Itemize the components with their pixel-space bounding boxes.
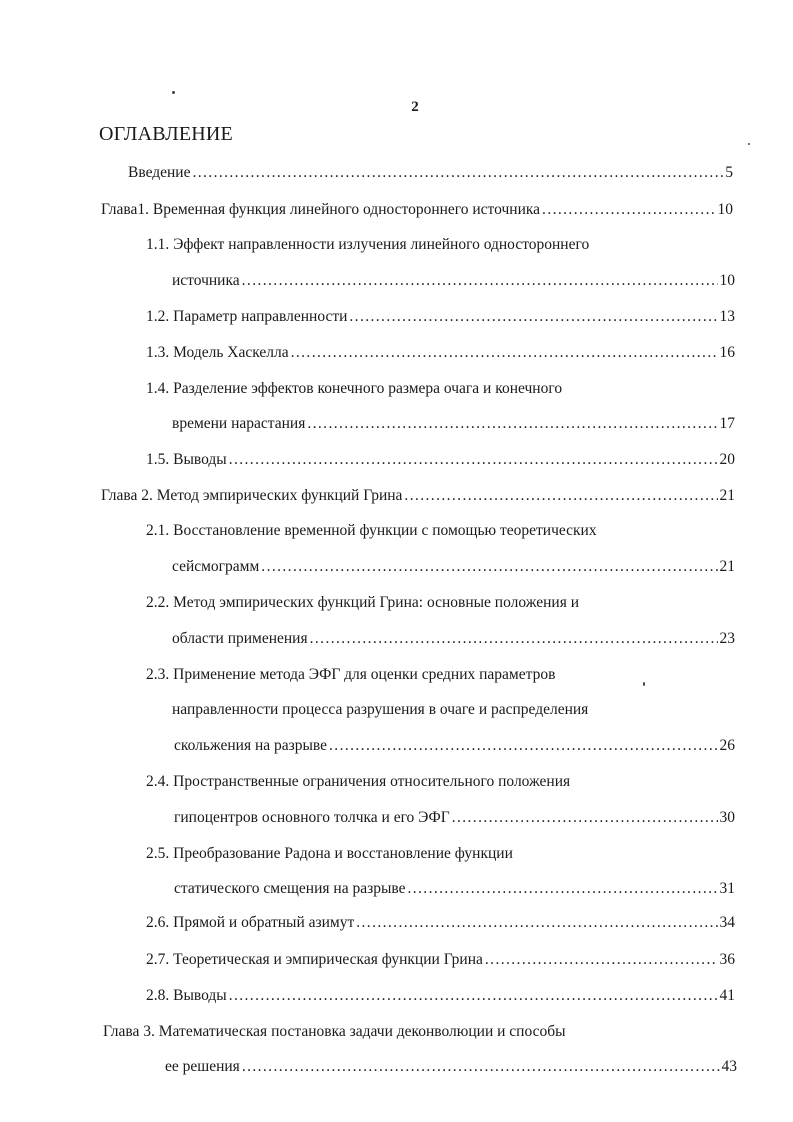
toc-entry-chapter-3-line1[interactable] [103,1022,566,1042]
toc-entry-text: 2.1. Восстановление временной функции с помощью теоретических [146,522,597,539]
toc-entry-text: Глава 2. Метод эмпирических функций Грина [101,487,403,504]
toc-entry-chapter-3-line2[interactable] [165,1057,737,1077]
scan-speck [172,91,175,94]
dot-leader [229,450,718,470]
toc-entry-page: 21 [719,558,735,575]
toc-entry-2-1-line1[interactable] [146,521,597,541]
toc-entry-2-3-line1[interactable] [146,665,555,685]
toc-entry-page: 21 [719,487,735,504]
toc-entry-1-4-line1[interactable] [146,379,562,399]
toc-entry-2-2-line2[interactable] [172,629,735,649]
toc-entry-text: Введение [128,164,191,181]
toc-entry-page: 26 [719,737,735,754]
dot-leader [407,879,717,899]
page-number: 2 [411,99,419,115]
toc-entry-text: направленности процесса разрушения в очаге и распределения [172,701,589,718]
toc-entry-2-8[interactable] [146,986,735,1006]
toc-entry-1-4-line2[interactable] [172,414,735,434]
toc-entry-2-7[interactable] [146,950,735,970]
toc-entry-page: 20 [719,451,735,468]
toc-entry-page: 5 [725,164,733,181]
dot-leader [261,557,717,577]
toc-entry-text: 1.1. Эффект направленности излучения линейного одностороннего [146,236,590,253]
toc-entry-page: 13 [719,308,735,325]
toc-entry-2-3-line3[interactable] [174,736,735,756]
toc-entry-1-1-line1[interactable] [146,235,589,255]
toc-entry-page: 36 [719,951,735,968]
toc-entry-page: 16 [719,344,735,361]
toc-entry-text: гипоцентров основного толчка и его ЭФГ [174,809,450,826]
toc-entry-text: 2.8. Выводы [146,987,227,1004]
toc-entry-2-4-line1[interactable] [146,772,570,792]
toc-entry-text: Глава 3. Математическая постановка задачи деконволюции и способы [103,1023,566,1040]
toc-title: ОГЛАВЛЕНИЕ [99,123,233,145]
toc-entry-2-2-line1[interactable] [146,593,579,613]
toc-entry-text: 1.2. Параметр направленности [146,308,348,325]
toc-entry-page: 17 [719,415,735,432]
toc-entry-page: 43 [721,1058,737,1075]
toc-entry-page: 30 [719,809,735,826]
dot-leader [291,343,718,363]
toc-entry-text: статического смещения на разрыве [174,880,406,897]
toc-entry-text: 2.3. Применение метода ЭФГ для оценки средних параметров [146,666,556,683]
dot-leader [356,913,717,933]
dot-leader [242,1057,720,1077]
toc-entry-page: 10 [719,272,735,289]
dot-leader [452,808,718,828]
toc-entry-text: 1.5. Выводы [146,451,227,468]
dot-leader [242,271,718,291]
toc-entry-page: 23 [719,630,735,647]
toc-entry-page: 41 [719,987,735,1004]
toc-entry-1-2[interactable] [146,307,735,327]
toc-entry-text: 2.6. Прямой и обратный азимут [146,914,355,931]
toc-entry-page: 10 [717,201,733,218]
toc-entry-text: 2.5. Преобразование Радона и восстановление функции [146,845,513,862]
toc-entry-text: 1.4. Разделение эффектов конечного размера очага и конечного [146,380,563,397]
toc-entry-text: скольжения на разрыве [174,737,328,754]
toc-entry-1-5[interactable] [146,450,735,470]
toc-entry-chapter-2[interactable] [101,486,735,506]
dot-leader [349,307,717,327]
dot-leader [542,200,715,220]
dot-leader [485,950,718,970]
toc-entry-page: 31 [719,880,735,897]
toc-entry-2-5-line2[interactable] [174,879,735,899]
toc-entry-text: сейсмограмм [172,558,260,575]
toc-entry-2-5-line1[interactable] [146,844,513,864]
dot-leader [307,414,717,434]
toc-entry-introduction[interactable] [128,163,733,183]
toc-entry-text: времени нарастания [172,415,306,432]
toc-entry-chapter-1[interactable] [101,200,733,220]
toc-entry-text: 2.4. Пространственные ограничения относительного положения [146,773,571,790]
toc-entry-2-4-line2[interactable] [174,808,735,828]
toc-entry-2-3-line2[interactable] [172,700,588,720]
scan-speck [643,682,645,686]
toc-entry-text: 2.2. Метод эмпирических функций Грина: основные положения и [146,594,580,611]
dot-leader [404,486,717,506]
dot-leader [329,736,717,756]
dot-leader [229,986,718,1006]
toc-entry-text: 1.3. Модель Хаскелла [146,344,289,361]
toc-entry-text: области применения [172,630,308,647]
toc-entry-1-1-line2[interactable] [172,271,735,291]
toc-entry-text: ее решения [165,1058,240,1075]
toc-entry-text: Глава1. Временная функция линейного одностороннего источника [101,201,541,218]
dot-leader [310,629,718,649]
toc-entry-2-6[interactable] [146,913,735,933]
toc-entry-text: источника [172,272,240,289]
toc-entry-text: 2.7. Теоретическая и эмпирическая функции Грина [146,951,483,968]
scan-speck [748,143,750,145]
toc-entry-page: 34 [719,914,735,931]
toc-entry-1-3[interactable] [146,343,735,363]
toc-entry-2-1-line2[interactable] [172,557,735,577]
dot-leader [192,163,723,183]
